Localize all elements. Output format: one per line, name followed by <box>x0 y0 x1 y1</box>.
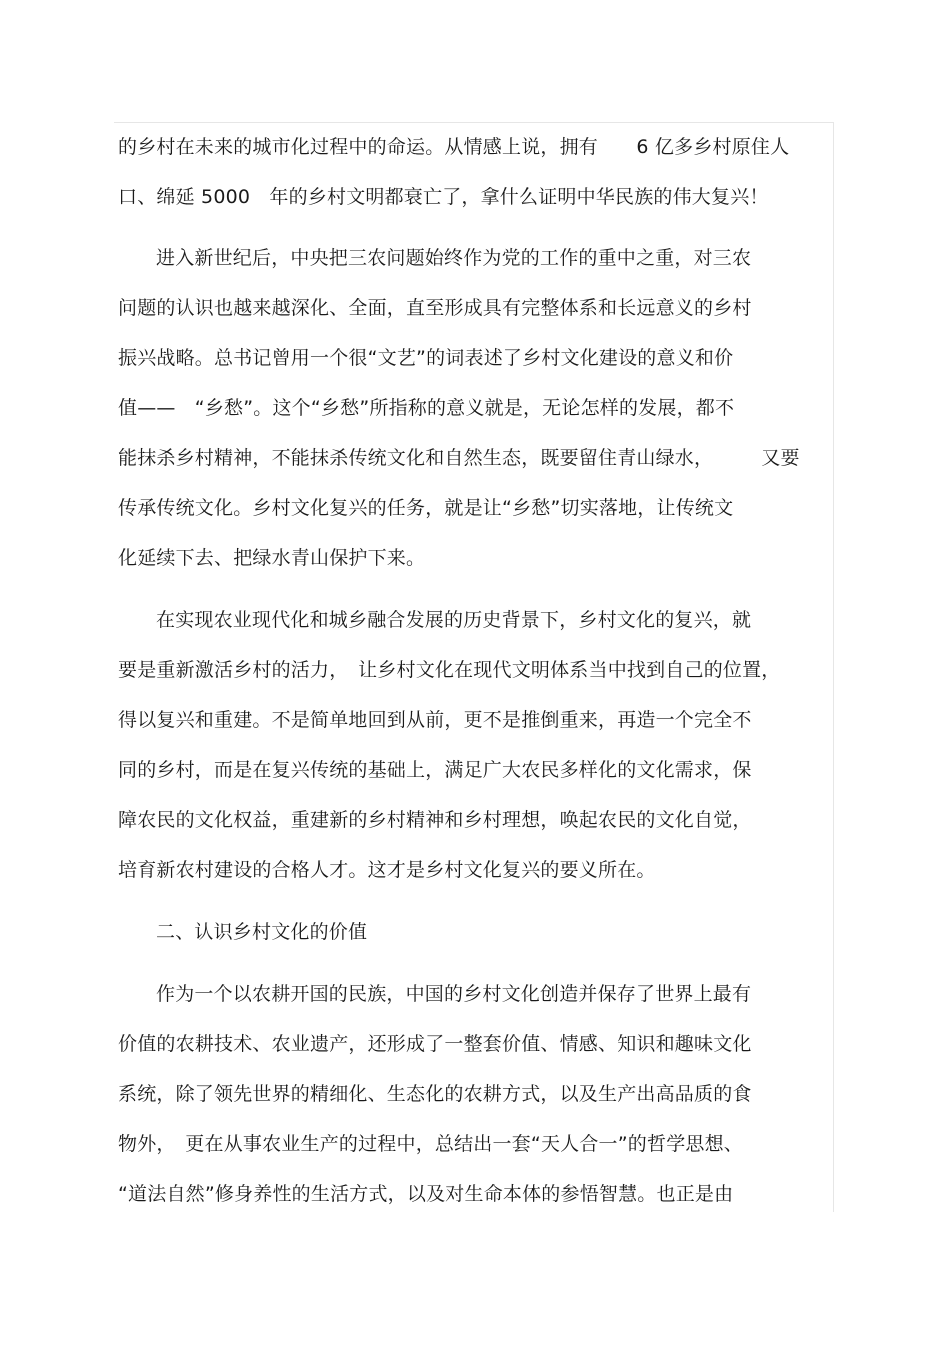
text-line: 要是重新激活乡村的活力， 让乡村文化在现代文明体系当中找到自己的位置， <box>118 659 781 681</box>
text-line: 问题的认识也越来越深化、全面，直至形成具有完整体系和长远意义的乡村 <box>118 297 752 319</box>
text-line: 物外， 更在从事农业生产的过程中，总结出一套“天人合一”的哲学思想、 <box>118 1133 743 1155</box>
text-line: 化延续下去、把绿水青山保护下来。 <box>118 547 426 569</box>
text-line: “道法自然”修身养性的生活方式，以及对生命本体的参悟智慧。也正是由 <box>118 1183 734 1205</box>
page-border-top <box>114 122 834 123</box>
text-line: 值—— “乡愁”。这个“乡愁”所指称的意义就是，无论怎样的发展，都不 <box>118 397 735 419</box>
text-line: 振兴战略。总书记曾用一个很“文艺”的词表述了乡村文化建设的意义和价 <box>118 347 734 369</box>
text-line: 传承传统文化。乡村文化复兴的任务，就是让“乡愁”切实落地，让传统文 <box>118 497 734 519</box>
text-line: 能抹杀乡村精神，不能抹杀传统文化和自然生态，既要留住青山绿水， 又要 <box>118 447 800 469</box>
page-border-right <box>833 122 834 1212</box>
paragraph-first-line: 作为一个以农耕开国的民族，中国的乡村文化创造并保存了世界上最有 <box>156 983 752 1005</box>
text-line: 培育新农村建设的合格人才。这才是乡村文化复兴的要义所在。 <box>118 859 656 881</box>
text-line: 同的乡村，而是在复兴传统的基础上，满足广大农民多样化的文化需求，保 <box>118 759 752 781</box>
text-line: 障农民的文化权益，重建新的乡村精神和乡村理想，唤起农民的文化自觉， <box>118 809 752 831</box>
text-line: 的乡村在未来的城市化过程中的命运。从情感上说，拥有 6 亿多乡村原住人 <box>118 136 790 158</box>
text-line: 价值的农耕技术、农业遗产，还形成了一整套价值、情感、知识和趣味文化 <box>118 1033 752 1055</box>
paragraph-first-line: 在实现农业现代化和城乡融合发展的历史背景下，乡村文化的复兴，就 <box>156 609 752 631</box>
text-line: 得以复兴和重建。不是简单地回到从前，更不是推倒重来，再造一个完全不 <box>118 709 752 731</box>
text-line: 系统，除了领先世界的精细化、生态化的农耕方式，以及生产出高品质的食 <box>118 1083 752 1105</box>
paragraph-first-line: 进入新世纪后，中央把三农问题始终作为党的工作的重中之重，对三农 <box>156 247 752 269</box>
section-heading: 二、认识乡村文化的价值 <box>156 921 368 943</box>
text-line: 口、绵延 5000 年的乡村文明都衰亡了，拿什么证明中华民族的伟大复兴！ <box>118 186 769 208</box>
